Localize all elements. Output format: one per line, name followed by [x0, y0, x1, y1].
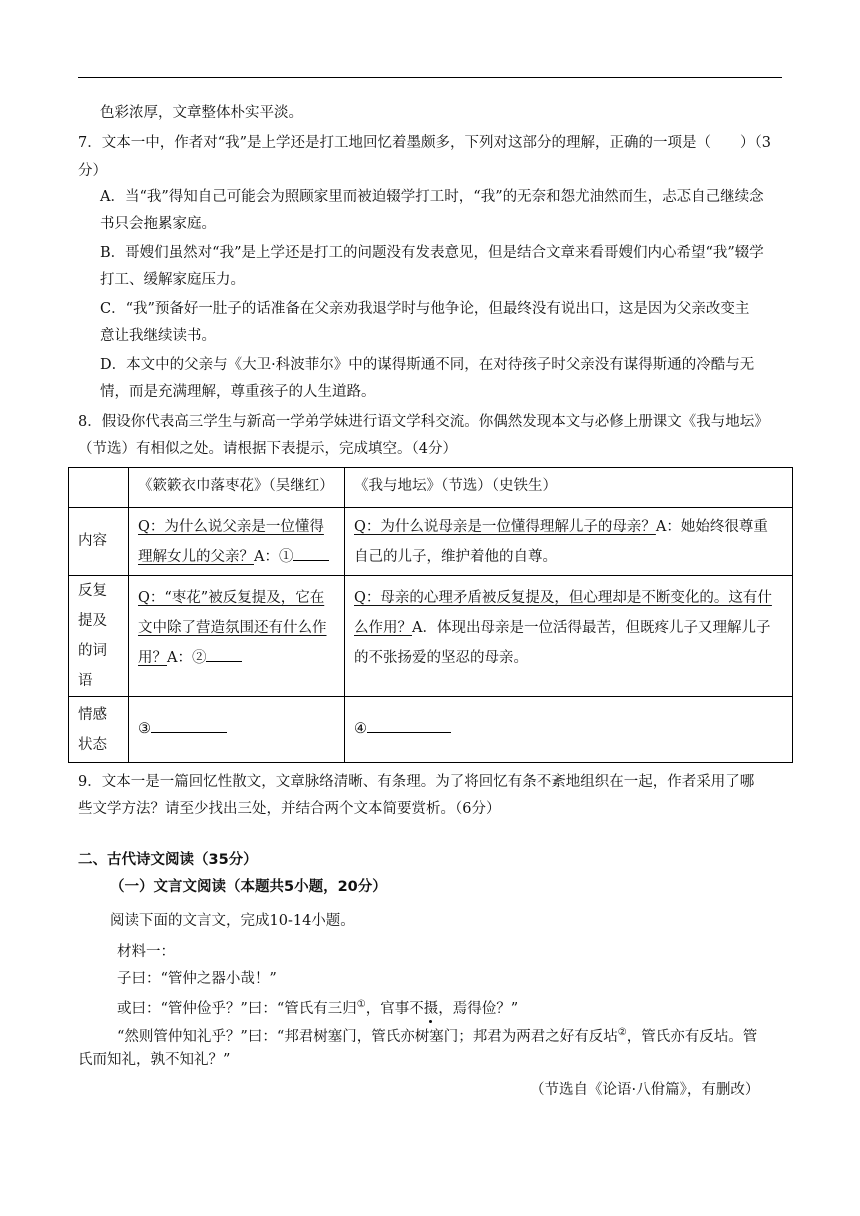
row2-question-3: 用？ [138, 650, 167, 666]
passage-source: （节选自《论语·八佾篇》，有删改） [530, 1082, 760, 1098]
q8-stem-line-1: 8．假设你代表高三学生与新高一学弟学妹进行语文学科交流。你偶然发现本文与必修上册课文《我与地坛》 [78, 414, 769, 430]
header-rule [78, 77, 782, 78]
reading-instruction: 阅读下面的文言文，完成10-14小题。 [110, 913, 355, 929]
row1-text2-answer-2: 自己的儿子，维护着他的自尊。 [354, 549, 557, 565]
answer-blank-3[interactable] [151, 718, 227, 733]
answer-blank-2[interactable] [206, 647, 242, 662]
continued-text: 色彩浓厚，文章整体朴实平淡。 [100, 105, 303, 121]
q8-stem-line-2: （节选）有相似之处。请根据下表提示，完成填空。（4分） [78, 441, 457, 457]
row2-question-2: 文中除了营造氛围还有什么作 [138, 620, 327, 636]
q7-option-c-line-1: C．“我”预备好一肚子的话准备在父亲劝我退学时与他争论，但最终没有说出口，这是因为父亲改变主 [100, 301, 750, 317]
row2-text2-answer-2: 的不张扬爱的坚忍的母亲。 [354, 650, 528, 666]
row-label-emotion: 情感 状态 [69, 697, 129, 763]
passage-line-3: “然则管仲知礼乎？”曰：“邦君树塞门，管氏亦树塞门；邦君为两君之好有反坫②，管氏亦有反坫。管 [117, 1027, 758, 1045]
q7-stem-line-1: 7．文本一中，作者对“我”是上学还是打工地回忆着墨颇多，下列对这部分的理解，正确的一项是（ ）（3 [78, 135, 772, 151]
table-row-emotion [69, 697, 793, 763]
row1-text2-answer-1: A：她始终很尊重 [655, 519, 768, 535]
row2-text2-answer-1: A．体现出母亲是一位活得最苦，但既疼儿子又理解儿子 [412, 620, 771, 636]
q7-option-c-line-2: 意让我继续读书。 [100, 328, 216, 344]
row3-text2-cell [345, 697, 793, 763]
q9-line-2: 些文学方法？请至少找出三处，并结合两个文本简要赏析。（6分） [78, 801, 501, 817]
footnote-2: ② [617, 1027, 627, 1038]
q9-line-1: 9．文本一是一篇回忆性散文，文章脉络清晰、有条理。为了将回忆有条不紊地组织在一起，作者采用了哪 [78, 774, 755, 790]
section-2-subtitle: （一）文言文阅读（本题共5小题，20分） [110, 879, 387, 895]
row-label-content: 内容 [69, 508, 129, 576]
row2-text2-question-1: Q：母亲的心理矛盾被反复提及，但心理却是不断变化的。这有什 [354, 590, 772, 606]
table-row-repeated-words [69, 576, 793, 697]
header-cell-text2: 《我与地坛》（节选）（史铁生） [345, 468, 793, 508]
row1-text2-question: Q：为什么说母亲是一位懂得理解儿子的母亲？ [354, 519, 656, 535]
row3-text1-cell [129, 697, 345, 763]
q7-option-b-line-2: 打工、缓解家庭压力。 [100, 272, 245, 288]
table-row-content [69, 508, 793, 576]
answer-blank-4[interactable] [367, 718, 451, 733]
row2-text1-cell [129, 576, 345, 697]
row2-text2-cell [345, 576, 793, 697]
blank-4-marker: ④ [354, 721, 367, 737]
table-header-row [69, 468, 793, 508]
emphasis-dot-char: 摄 [423, 1000, 439, 1017]
row2-question-1: Q：“枣花”被反复提及，它在 [138, 590, 325, 606]
q7-stem-line-2: 分） [78, 163, 107, 179]
q7-option-d-line-2: 情，而是充满理解，尊重孩子的人生道路。 [100, 384, 376, 400]
material-label: 材料一： [117, 944, 175, 960]
row2-text2-question-2: 么作用？ [354, 620, 412, 636]
q7-option-a-line-2: 书只会拖累家庭。 [100, 216, 216, 232]
answer-blank-1[interactable] [293, 546, 329, 561]
blank-3-marker: ③ [138, 721, 151, 737]
row1-question-2: 理解女儿的父亲？ [138, 549, 254, 565]
row1-question-1: Q：为什么说父亲是一位懂得 [138, 519, 324, 535]
row1-text2-cell [345, 508, 793, 576]
passage-line-4: 氏而知礼，孰不知礼？” [78, 1052, 231, 1068]
q7-option-a-line-1: A．当“我”得知自己可能会为照顾家里而被迫辍学打工时，“我”的无奈和怨尤油然而生，忐忑自己继续念 [100, 189, 764, 205]
footnote-1: ① [356, 999, 366, 1010]
section-2-title: 二、古代诗文阅读（35分） [78, 852, 258, 868]
q7-option-d-line-1: D．本文中的父亲与《大卫·科波菲尔》中的谋得斯通不同，在对待孩子时父亲没有谋得斯通的冷酷与无 [100, 357, 755, 373]
header-cell-text1: 《簌簌衣巾落枣花》（吴继红） [129, 468, 345, 508]
q7-option-b-line-1: B．哥嫂们虽然对“我”是上学还是打工的问题没有发表意见，但是结合文章来看哥嫂们内心希望“我”辍学 [100, 245, 764, 261]
row1-text1-cell [129, 508, 345, 576]
comparison-table [68, 467, 793, 763]
passage-line-1: 子曰：“管仲之器小哉！” [117, 971, 277, 987]
row-label-repeated: 反复 提及 的词 语 [69, 576, 129, 697]
row1-answer-label: A：① [254, 549, 294, 565]
row2-answer-label: A：② [167, 650, 207, 666]
passage-line-2: 或曰：“管仲俭乎？”曰：“管氏有三归①，官事不摄，焉得俭？” [117, 999, 519, 1017]
header-blank-cell [69, 468, 129, 508]
